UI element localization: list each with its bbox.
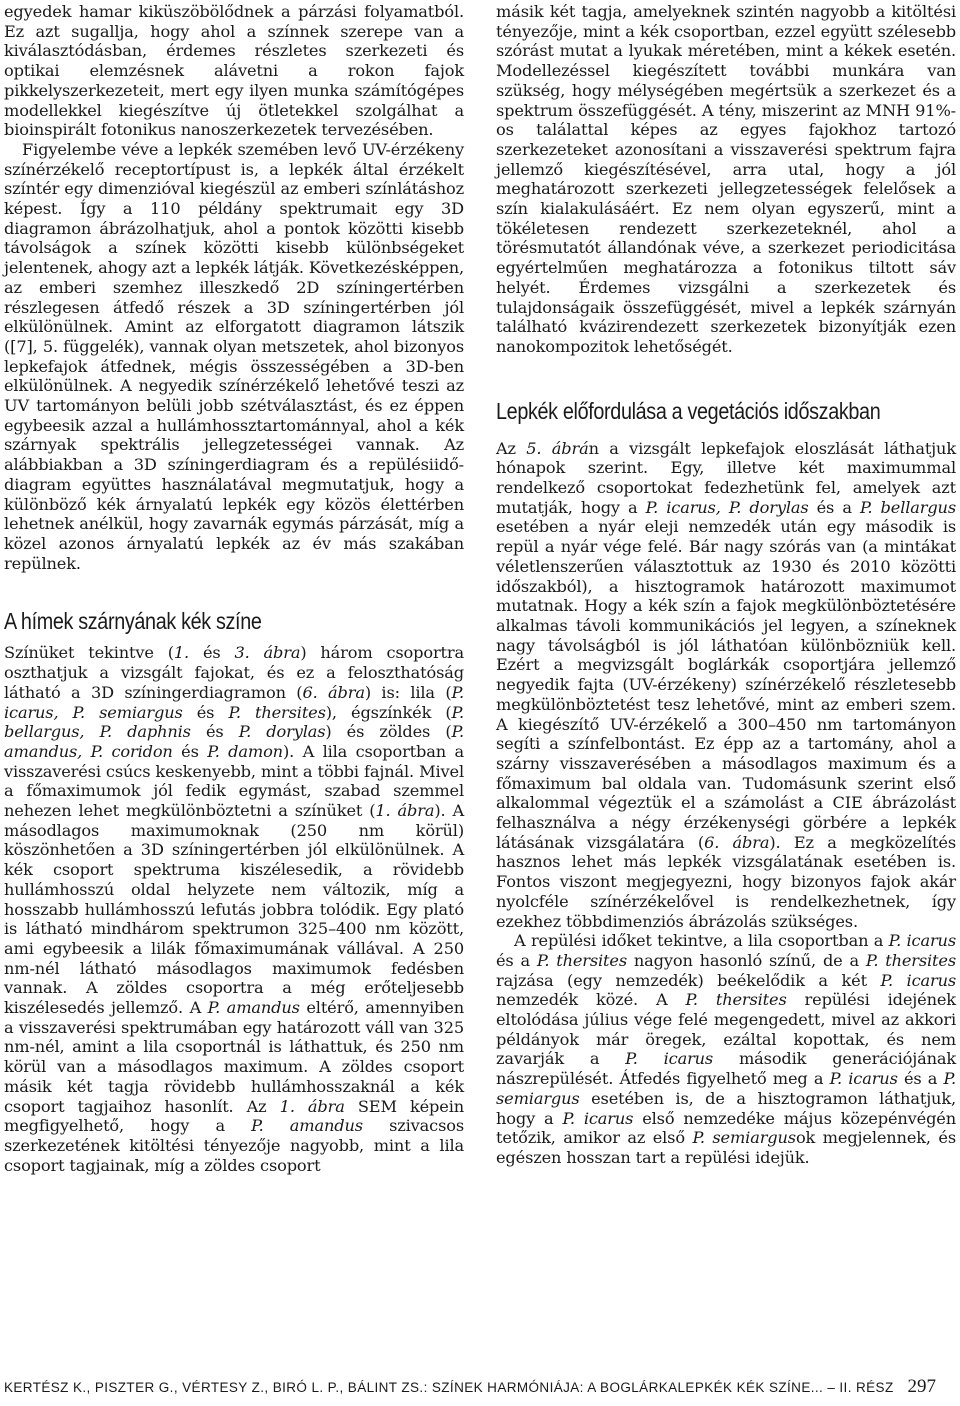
text: A repülési időket tekintve, a lila csoportban a (514, 931, 889, 951)
species-name: P. dorylas (238, 722, 326, 742)
text: és (189, 643, 235, 663)
species-name: P. amandus (207, 998, 300, 1018)
text: ) három csoportra oszthatjuk a vizsgált fajokat, és ez a feloszthatóság látható a 3D színingerdiagramon ( (4, 643, 464, 702)
species-name: P. thersites (865, 950, 956, 970)
page-footer (4, 1376, 936, 1400)
figure-ref: 1. ábra (375, 801, 435, 821)
figure-ref: 1. (173, 643, 190, 663)
species-name: P. thersites (685, 990, 787, 1010)
paragraph: Figyelembe véve a lepkék szemében levő UV-érzékeny színérzékelő receptortípust is, a lepkék által érzékelt színtér egy dimenzióval kiegészül az emberi színlátáshoz képest. Így a 110 példány spektrumait egy 3D diagramon ábrázolhatjuk, ahol a pontok közötti kisebb távolságok a színek közötti kisebb különbségeket jelentenek, ahogy azt a lepkék látják. Következésképpen, az emberi szemhez illeszkedő 2D színingertérben részlegesen átfedő részek a 3D színingertérben jól elkülönülnek. Amint az elforgatott diagramon látszik ([7], 5. függelék), vannak olyan metszetek, ahol bizonyos lepkefajok átfednek, mégis összességében a 3D-ben elkülönülnek. A negyedik színérzékelő lehetővé teszi az UV tartományon belüli jobb szétválasztást, és ez éppen egybeesik azzal a hullámhossztartománnyal, ahol a kék szárnyak spektrális jellegzetességei vannak. Az alábbiakban a 3D színingerdiagram és a repülésiidő-diagram együttes használatával megmutatjuk, hogy a különböző kék árnyalatú lepkék egy közös élettérben lehetnek anélkül, hogy zavarnák egymás párzását, míg a közel azonos árnyalatú lepkék az év más szakában repülnek. (4, 139, 464, 573)
species-name: P. icarus, P. semiargus (4, 682, 464, 722)
text: és a (808, 497, 860, 517)
species-name: P. semiargus (496, 1069, 957, 1108)
text: esetében a nyár eleji nemzedék után egy második is repül a nyár vége felé. Bár nagy szórás van (a mintákat véletlenszerűen választottuk az 1930 és 2010 közötti időszakból), a hisztogramok határozott maximumot mutatnak. Hogy a kék szín a fajok megkülönböztetésére alkalmas távoli kommunikációs jel legyen, a színeknek nagy távolságból is jól láthatóan különbözniük kell. Ezért a megvizsgált boglárkák csoportjára jellemző negyedik fajta (UV-érzékeny) színérzékelő részletesebb megkülönböztetést tesz lehetővé, mint az emberi szem. A kiegészítő UV-érzékelő a 300–450 nm tartományon segíti a színfelbontást. Ez épp az a tartomány, ahol a szárny visszaverésében a másodlagos maximum és a főmaximum bal oldala van. Tudomásunk szerint első alkalommal végeztük el a számolást a CIE ábrázolást felhasználva a négy érzékenységi görbére a lepkék látásának vizsgálatára ( (496, 517, 956, 852)
text: repülési idejének eltolódása július vége felé megengedett, mivel az akkori példányok már öregek, ezáltal kopottak, és nem zavarják a (496, 990, 956, 1069)
text: és (182, 702, 229, 722)
text: második generációjának nászrepülését. Átfedés figyelhető meg a (496, 1049, 957, 1089)
text: SEM képein megfigyelhető, hogy a (4, 1096, 464, 1136)
paragraph (496, 439, 956, 932)
species-name: P. icarus (880, 970, 957, 990)
text: Az (496, 438, 527, 458)
figure-ref: 6. ábra (704, 832, 770, 852)
text: ) is: lila ( (364, 682, 452, 702)
text: első nemzedéke május közepénvégén tetőzik, amikor az első (496, 1108, 956, 1148)
text: és (172, 741, 208, 761)
figure-ref: 6. ábra (302, 682, 365, 702)
text: Színüket tekintve ( (4, 643, 174, 663)
text: ), égszínkék ( (325, 702, 452, 722)
section-heading: A hímek szárnyának kék színe (4, 608, 262, 635)
right-column (496, 2, 956, 1168)
page-number: 297 (907, 1376, 936, 1397)
running-head: KERTÉSZ K., PISZTER G., VÉRTESY Z., BIRÓ L. P., BÁLINT ZS.: SZÍNEK HARMÓNIÁJA: A BOGLÁRKALEPKÉK KÉK SZÍNE... – II. RÉSZ (4, 1380, 894, 1395)
text: és a (496, 950, 537, 970)
text: nemzedék közé. A (496, 990, 686, 1010)
species-name: P. thersites (536, 950, 627, 970)
paragraph: egyedek hamar kiküszöbölődnek a párzási folyamatból. Ez azt sugallja, hogy ahol a színnek szerepe van a kiválasztódásban, érdemes részletes szerkezeti és optikai elemzésnek alávetni a rokon fajok pikkelyszerkezeteit, mert egy ilyen munka számítógépes modellekkel kiegészítve új ötletekkel szolgálhat a bioinspirált fotonikus nanoszerkezetek tervezésében. (4, 2, 464, 140)
species-name: P. icarus, P. dorylas (645, 497, 809, 517)
figure-ref: 3. ábra (234, 643, 301, 663)
species-name: P. bellargus, P. daphnis (4, 702, 464, 742)
text: szivacsos szerkezetének kitöltési tényezője nagyobb, mint a lila csoport tagjainak, míg a zöldes csoport (4, 1116, 464, 1175)
text: n a vizsgált lepkefajok eloszlását láthatjuk hónapok szerint. Egy, illetve két maximummal rendelkező csoportokat fedezhetünk fel, amelyek azt mutatják, hogy a (496, 438, 956, 517)
text: nagyon hasonló színű, de a (627, 950, 866, 970)
section-heading: Lepkék előfordulása a vegetációs időszakban (496, 397, 881, 424)
paragraph (4, 643, 464, 1175)
species-name: P. semiargus (692, 1128, 796, 1148)
species-name: P. icarus (625, 1049, 714, 1069)
figure-ref: 1. ábra (279, 1096, 345, 1116)
species-name: P. thersites (228, 702, 326, 722)
species-name: P. icarus (562, 1108, 634, 1128)
text: ). Ez a megközelítés hasznos lehet más lepkék vizsgálatának esetében is. Fontos viszont megjegyezni, hogy bizonyos fajok akár nyolcféle színérzékelővel is rendelkezhetnek, így ezekhez többdimenziós ábrázolás szükséges. (496, 832, 956, 931)
figure-ref: 5. ábrá (526, 438, 589, 458)
text: ) és zöldes ( (325, 722, 452, 742)
species-name: P. amandus, P. coridon (4, 722, 464, 761)
text: esetében is, de a hisztogramon láthatjuk, hogy a (496, 1088, 956, 1128)
paragraph: másik két tagja, amelyeknek szintén nagyobb a kitöltési tényezője, mint a kék csoportban, ezzel együtt szélesebb szórást mutat a lyukak méretében, mint a kékek esetén. Modellezéssel kiegészített további munkára van szükség, hogy mélységében megértsük a szerkezet és a spektrum összefüggését. A tény, miszerint az MNH 91%-os találattal képes az egyes fajokhoz tartozó szerkezeteket azonosítani a visszaverési spektrum fajra jellemző kiegészítésével, arra utal, hogy a jól meghatározott szerkezeti jellegzetességek felelősek a szín kialakulásáért. Ez nem olyan egyszerű, mint a tökéletesen rendezett szerkezeteknél, ahol a törésmutatót állandónak véve, a szerkezet periodicitása egyértelműen meghatározza a fotonikus tiltott sáv helyét. Érdemes vizsgálni a szerkezetek és tulajdonságaik összefüggését, mivel a lepkék szárnyán található kvázirendezett szerkezetek bizonyítják ezen nanokompozitok lehetőségét. (496, 2, 956, 356)
text: és (190, 722, 239, 742)
species-name: P. icarus (888, 931, 956, 951)
text: és a (897, 1069, 944, 1089)
species-name: P. amandus (251, 1116, 363, 1136)
species-name: P. damon (207, 741, 283, 761)
text: ok megjelennek, és egészen hosszan tart a repülési idejük. (496, 1128, 956, 1167)
species-name: P. icarus (829, 1069, 898, 1089)
text: rajzása (egy nemzedék) beékelődik a két (496, 970, 881, 990)
text: ). A másodlagos maximumoknak (250 nm körül) köszönhetően a 3D színingertérben jól elkülönülnek. A kék csoport spektruma kiszélesedik, a rövidebb hullámhosszú oldal helyzete nem változik, míg a hosszabb hullámhosszú lefutás jobbra tolódik. Egy plató is látható mindhárom spektrumon 325–400 nm között, ami egybeesik a lilák főmaximumának vállával. A 250 nm-nél látható másodlagos maximumok fedésben vannak. A zöldes csoportra a még erőteljesebb kiszélesedés jellemző. A (4, 801, 465, 1018)
text: ). A lila csoportban a visszaverési csúcs keskenyebb, mint a többi fajnál. Mivel a főmaximumok jól fedik egymást, szabad szemmel nehezen lehet megkülönböztetni a színüket ( (4, 741, 464, 821)
left-column (4, 2, 464, 1175)
paragraph (496, 931, 956, 1167)
text: eltérő, amennyiben a visszaverési spektrumában egy határozott váll van 325 nm-nél, amint a lila csoportnál is láthattuk, és 250 nm körül van a másodlagos maximum. A zöldes csoport másik két tagja rövidebb hullámhosszaknál a kék csoport tagjaihoz hasonlít. Az (4, 998, 464, 1116)
species-name: P. bellargus (859, 497, 956, 517)
